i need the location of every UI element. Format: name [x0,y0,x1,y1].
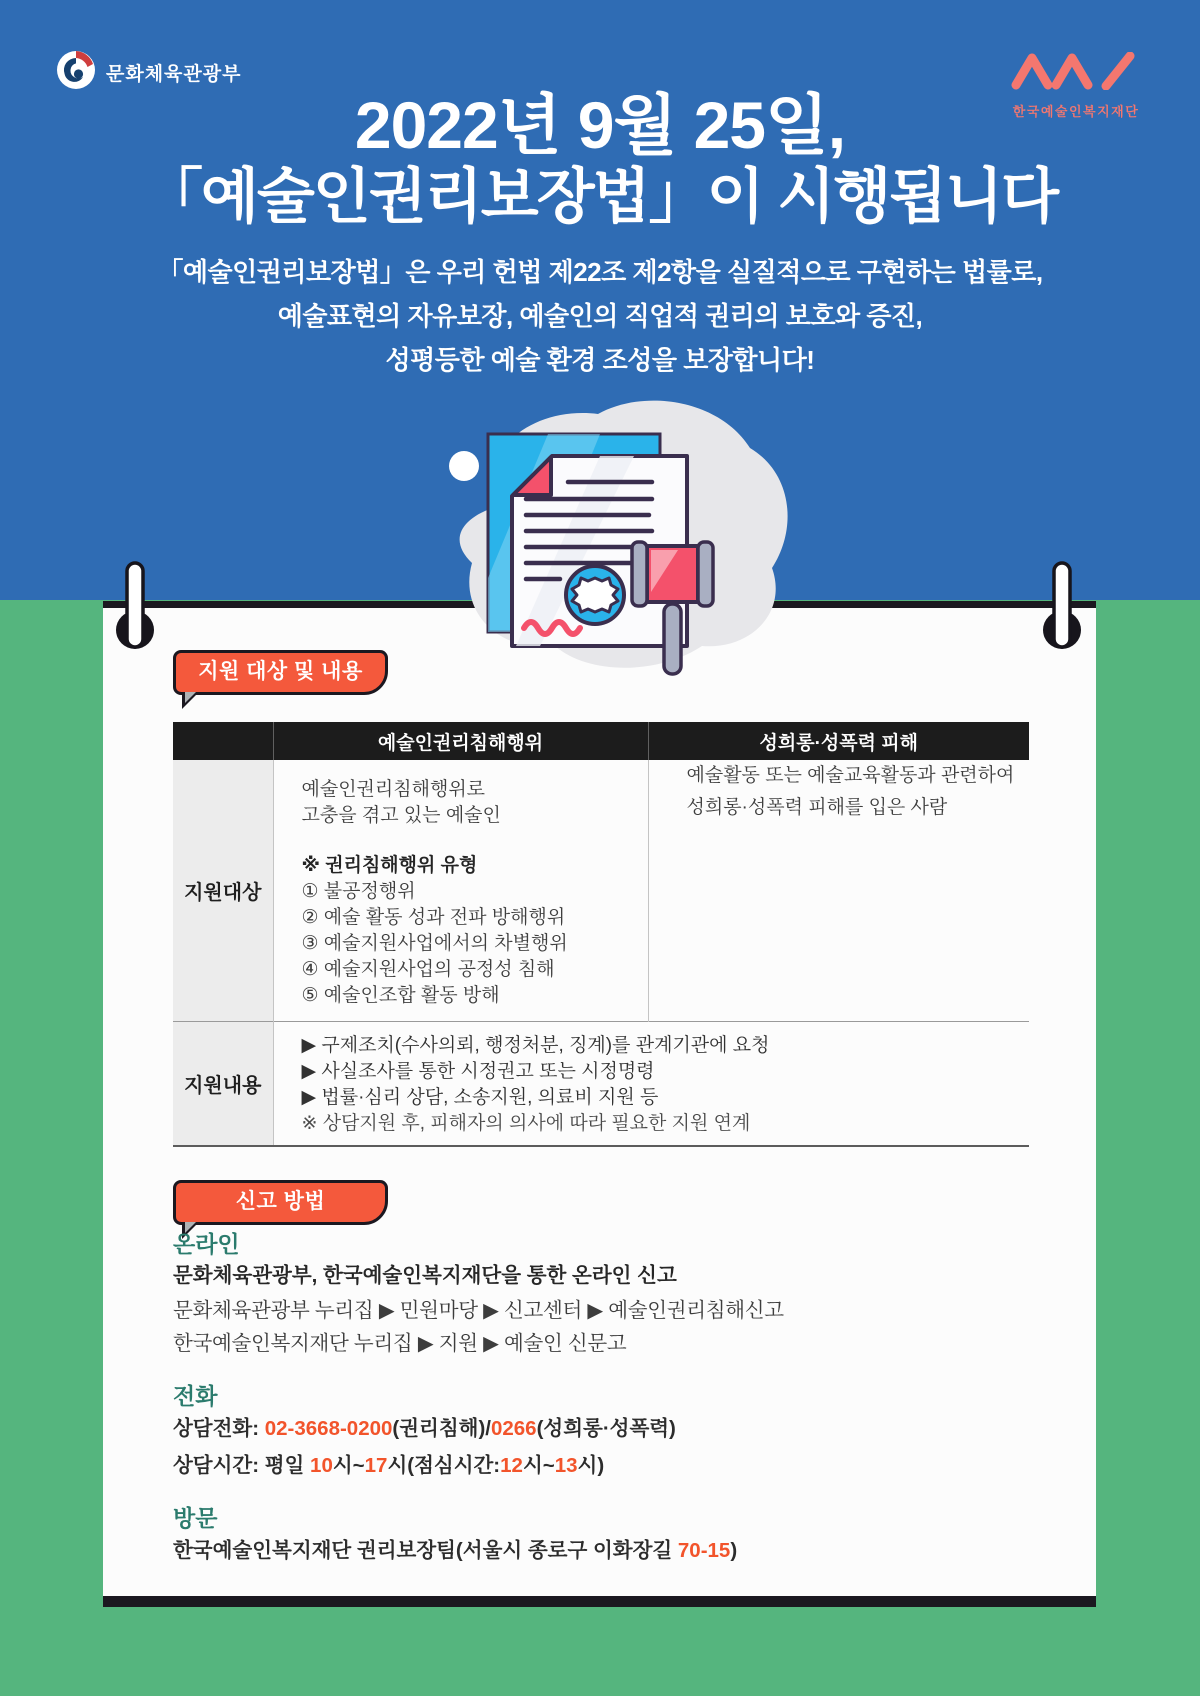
street-number: 70-15 [677,1539,731,1562]
table-row-support-target [173,760,1029,1022]
cell-line: 예술인권리침해행위로 [301,779,486,800]
support-table [173,722,1029,1147]
row-header-support-target: 지원대상 [173,760,273,1022]
online-path-kawf: 한국예술인복지재단 누리집 ▶ 지원 ▶ 예술인 신문고 [173,1332,627,1355]
title-line-2: 「예술인권리보장법」이 시행됩니다 [142,163,1058,230]
col-header-sexual-harassment: 성희롱·성폭력 피해 [648,722,1029,760]
table-corner-cell [173,722,273,760]
support-content-item: ▶ 사실조사를 통한 시정권고 또는 시정명령 [301,1061,655,1082]
cell-line: 예술활동 또는 예술교육활동과 관련하여 [686,765,1015,786]
foundation-logo-label: 한국예술인복지재단 [1012,104,1140,119]
report-section-badge [173,1180,388,1225]
support-content-note: ※ 상담지원 후, 피해자의 의사에 따라 필요한 지원 연계 [301,1113,751,1134]
support-content-cell [273,1022,1029,1147]
support-target-harassment-cell [648,760,1029,1022]
foundation-logo-icon [1010,52,1142,95]
online-bold-line: 문화체육관광부, 한국예술인복지재단을 통한 온라인 신고 [173,1264,677,1287]
phone-extension: 0266 [490,1417,537,1440]
visit-heading: 방문 [173,1505,218,1531]
support-section-badge [173,650,388,695]
subtitle-line: 「예술인권리보장법」은 우리 헌법 제22조 제2항을 실질적으로 구현하는 법률로, [157,257,1043,287]
phone-number-line: 상담전화: 02-3668-0200(권리침해)/0266(성희롱·성폭력) [173,1417,676,1440]
title-line-1: 2022년 9월 25일, [354,88,846,162]
phone-heading: 전화 [173,1383,218,1409]
infringement-type-item: ② 예술 활동 성과 전파 방해행위 [301,907,566,928]
ministry-emblem-icon [56,50,96,95]
subtitle-line: 예술표현의 자유보장, 예술인의 직업적 권리의 보호와 증진, [277,301,923,331]
table-row-support-content [173,1022,1029,1147]
support-target-infringement-cell [273,760,648,1022]
subtitle-line: 성평등한 예술 환경 조성을 보장합니다! [385,345,815,375]
cell-line: 성희롱·성폭력 피해를 입은 사람 [686,797,948,818]
phone-number: 02-3668-0200 [264,1417,393,1440]
table-header-row [173,722,1029,760]
phone-hours-line: 상담시간: 평일 10시~17시(점심시간:12시~13시) [173,1454,605,1477]
report-badge-label: 신고 방법 [235,1190,326,1213]
subtitle [0,250,1200,382]
infringement-type-item: ⑤ 예술인조합 활동 방해 [301,985,500,1006]
infringement-type-item: ① 불공정행위 [301,881,416,902]
col-header-rights-infringement: 예술인권리침해행위 [273,722,648,760]
support-content-item: ▶ 구제조치(수사의뢰, 행정처분, 징계)를 관계기관에 요청 [301,1035,770,1056]
report-methods [173,1230,1033,1569]
support-content-item: ▶ 법률·심리 상담, 소송지원, 의료비 지원 등 [301,1087,659,1108]
online-heading: 온라인 [173,1231,240,1257]
cell-spacer [302,829,634,853]
visit-address-line: 한국예술인복지재단 권리보장팀(서울시 종로구 이화장길 70-15) [173,1539,738,1562]
paper-pin-right-icon [1039,560,1085,652]
infringement-types-title: ※ 권리침해행위 유형 [301,855,478,876]
documents-stamp-illustration [420,378,800,678]
ministry-logo-label: 문화체육관광부 [106,64,242,85]
support-badge-label: 지원 대상 및 내용 [198,660,363,683]
cell-line: 고충을 겪고 있는 예술인 [301,805,501,826]
online-path-moct: 문화체육관광부 누리집 ▶ 민원마당 ▶ 신고센터 ▶ 예술인권리침해신고 [173,1299,784,1322]
infringement-type-item: ④ 예술지원사업의 공정성 침해 [301,959,555,980]
paper-pin-left-icon [112,560,158,652]
ministry-logo [56,50,241,95]
infringement-type-item: ③ 예술지원사업에서의 차별행위 [301,933,568,954]
row-header-support-content: 지원내용 [173,1022,273,1147]
foundation-logo [1010,52,1142,120]
content-card [103,601,1096,1607]
